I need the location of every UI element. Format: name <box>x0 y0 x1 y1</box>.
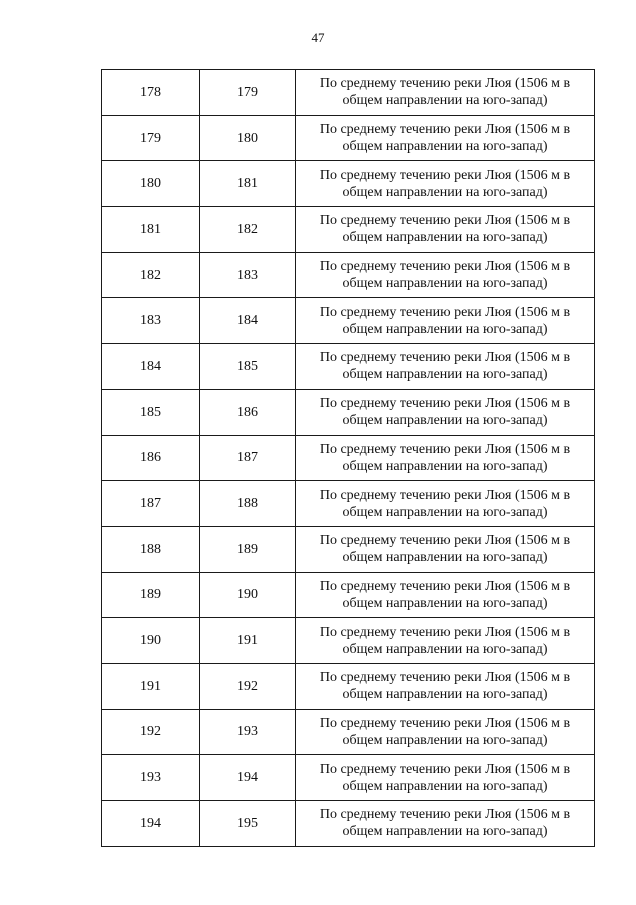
description-text <box>316 578 574 612</box>
description-line-1: По среднему течению реки Люя (1506 м в <box>319 624 571 640</box>
table-row <box>102 801 595 847</box>
point-to-cell: 183 <box>200 252 296 298</box>
description-text <box>316 395 574 429</box>
description-line-2: общем направлении на юго-запад) <box>342 184 548 200</box>
description-line-2: общем направлении на юго-запад) <box>342 504 548 520</box>
table-row <box>102 572 595 618</box>
point-from-cell: 190 <box>102 618 200 664</box>
point-to-cell: 186 <box>200 389 296 435</box>
description-text <box>316 258 574 292</box>
description-cell <box>296 663 595 709</box>
description-line-1: По среднему течению реки Люя (1506 м в <box>319 122 571 138</box>
point-from-cell: 193 <box>102 755 200 801</box>
table-body <box>102 70 595 847</box>
boundary-table <box>101 69 595 847</box>
description-line-1: По среднему течению реки Люя (1506 м в <box>319 715 571 731</box>
point-to-cell: 195 <box>200 801 296 847</box>
point-from-cell: 189 <box>102 572 200 618</box>
point-from-cell: 183 <box>102 298 200 344</box>
point-from-cell: 184 <box>102 344 200 390</box>
table-row <box>102 709 595 755</box>
description-line-1: По среднему течению реки Люя (1506 м в <box>319 396 571 412</box>
description-line-2: общем направлении на юго-запад) <box>342 687 548 703</box>
point-to-cell: 188 <box>200 481 296 527</box>
description-line-1: По среднему течению реки Люя (1506 м в <box>319 670 571 686</box>
table-row <box>102 115 595 161</box>
description-cell <box>296 207 595 253</box>
description-line-1: По среднему течению реки Люя (1506 м в <box>319 441 571 457</box>
description-cell <box>296 389 595 435</box>
description-text <box>316 487 574 521</box>
description-line-2: общем направлении на юго-запад) <box>342 550 548 566</box>
description-text <box>316 304 574 338</box>
table-row <box>102 526 595 572</box>
description-cell <box>296 115 595 161</box>
description-cell <box>296 755 595 801</box>
point-from-cell: 191 <box>102 663 200 709</box>
description-line-1: По среднему течению реки Люя (1506 м в <box>319 167 571 183</box>
point-to-cell: 191 <box>200 618 296 664</box>
point-from-cell: 188 <box>102 526 200 572</box>
point-from-cell: 192 <box>102 709 200 755</box>
point-from-cell: 179 <box>102 115 200 161</box>
table-row <box>102 755 595 801</box>
description-cell <box>296 252 595 298</box>
description-cell <box>296 298 595 344</box>
point-from-cell: 180 <box>102 161 200 207</box>
description-line-2: общем направлении на юго-запад) <box>342 778 548 794</box>
description-text <box>316 349 574 383</box>
description-text <box>316 167 574 201</box>
point-from-cell: 194 <box>102 801 200 847</box>
description-cell <box>296 70 595 116</box>
description-text <box>316 806 574 840</box>
point-from-cell: 187 <box>102 481 200 527</box>
description-cell <box>296 481 595 527</box>
description-text <box>316 532 574 566</box>
description-text <box>316 715 574 749</box>
table-row <box>102 389 595 435</box>
description-text <box>316 212 574 246</box>
table-row <box>102 663 595 709</box>
point-to-cell: 185 <box>200 344 296 390</box>
description-line-1: По среднему течению реки Люя (1506 м в <box>319 213 571 229</box>
point-to-cell: 190 <box>200 572 296 618</box>
description-line-1: По среднему течению реки Люя (1506 м в <box>319 487 571 503</box>
table-row <box>102 252 595 298</box>
description-text <box>316 761 574 795</box>
description-cell <box>296 526 595 572</box>
table-row <box>102 298 595 344</box>
description-line-2: общем направлении на юго-запад) <box>342 458 548 474</box>
description-line-1: По среднему течению реки Люя (1506 м в <box>319 578 571 594</box>
description-line-2: общем направлении на юго-запад) <box>342 641 548 657</box>
description-cell <box>296 618 595 664</box>
point-to-cell: 181 <box>200 161 296 207</box>
point-from-cell: 182 <box>102 252 200 298</box>
point-to-cell: 182 <box>200 207 296 253</box>
description-text <box>316 75 574 109</box>
description-text <box>316 121 574 155</box>
point-from-cell: 181 <box>102 207 200 253</box>
description-line-2: общем направлении на юго-запад) <box>342 413 548 429</box>
description-line-2: общем направлении на юго-запад) <box>342 321 548 337</box>
point-to-cell: 193 <box>200 709 296 755</box>
point-to-cell: 192 <box>200 663 296 709</box>
description-line-1: По среднему течению реки Люя (1506 м в <box>319 807 571 823</box>
point-from-cell: 186 <box>102 435 200 481</box>
description-line-2: общем направлении на юго-запад) <box>342 230 548 246</box>
table-row <box>102 207 595 253</box>
description-cell <box>296 435 595 481</box>
description-line-2: общем направлении на юго-запад) <box>342 595 548 611</box>
description-line-2: общем направлении на юго-запад) <box>342 824 548 840</box>
description-line-2: общем направлении на юго-запад) <box>342 367 548 383</box>
point-to-cell: 194 <box>200 755 296 801</box>
point-to-cell: 187 <box>200 435 296 481</box>
description-line-1: По среднему течению реки Люя (1506 м в <box>319 259 571 275</box>
page-number: 47 <box>311 30 325 45</box>
description-line-2: общем направлении на юго-запад) <box>342 139 548 155</box>
description-text <box>316 624 574 658</box>
description-line-2: общем направлении на юго-запад) <box>342 732 548 748</box>
point-to-cell: 179 <box>200 70 296 116</box>
point-to-cell: 184 <box>200 298 296 344</box>
table-row <box>102 344 595 390</box>
description-cell <box>296 801 595 847</box>
table-row <box>102 618 595 664</box>
table-row <box>102 70 595 116</box>
description-line-1: По среднему течению реки Люя (1506 м в <box>319 761 571 777</box>
table-row <box>102 161 595 207</box>
point-from-cell: 178 <box>102 70 200 116</box>
table-row <box>102 435 595 481</box>
description-line-1: По среднему течению реки Люя (1506 м в <box>319 350 571 366</box>
description-line-2: общем направлении на юго-запад) <box>342 93 548 109</box>
description-line-1: По среднему течению реки Люя (1506 м в <box>319 533 571 549</box>
point-from-cell: 185 <box>102 389 200 435</box>
table-row <box>102 481 595 527</box>
description-cell <box>296 161 595 207</box>
point-to-cell: 180 <box>200 115 296 161</box>
description-text <box>316 441 574 475</box>
description-cell <box>296 344 595 390</box>
description-line-1: По среднему течению реки Люя (1506 м в <box>319 304 571 320</box>
description-cell <box>296 709 595 755</box>
description-cell <box>296 572 595 618</box>
description-text <box>316 669 574 703</box>
point-to-cell: 189 <box>200 526 296 572</box>
description-line-2: общем направлении на юго-запад) <box>342 276 548 292</box>
description-line-1: По среднему течению реки Люя (1506 м в <box>319 76 571 92</box>
